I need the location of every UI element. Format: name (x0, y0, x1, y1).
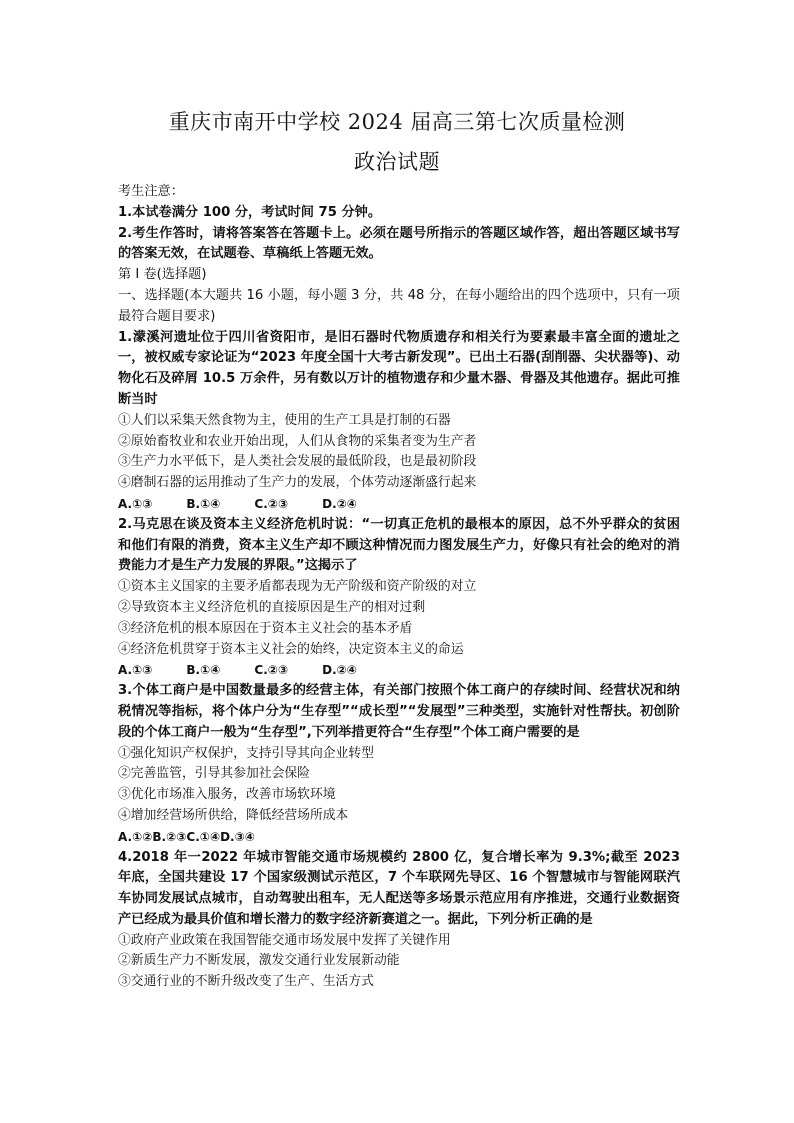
question-stem: 2018 年一2022 年城市智能交通市场规模约 2800 亿，复合增长率为 9.3%;截至 2023 年底，全国共建设 17 个国家级测试示范区，7 个车联网先导区、16 个智慧城市与智能网联汽车协同发展试点城市，自动驾驶出租车，无人配送等多场景示范应用有序推进，交通行业数据资产已经成为最具价值和增长潜力的数字经济新赛道之一。据此，下列分析正确的是 (118, 849, 680, 927)
answer-a: A.①③ (118, 496, 153, 511)
question-2 (118, 515, 680, 681)
option-1: ①人们以采集天然食物为主，使用的生产工具是打制的石器 (118, 412, 451, 428)
exam-subtitle: 政治试题 (354, 150, 440, 174)
notice-heading: 考生注意： (118, 184, 184, 199)
notice-item-1: 1.本试卷满分 100 分，考试时间 75 分钟。 (118, 204, 382, 220)
section-instruction: 一、选择题(本大题共 16 小题，每小题 3 分，共 48 分，在每小题给出的四个选项中，只有一项最符合题目要求) (118, 287, 680, 324)
exam-content (118, 182, 680, 993)
option-2: ②完善监管，引导其参加社会保险 (118, 766, 310, 782)
question-stem: 个体工商户是中国数量最多的经营主体，有关部门按照个体工商户的存续时间、经营状况和纳税情况等指标，将个体户分为“生存型”“成长型”“发展型”三种类型，实施针对性帮扶。初创阶段的个体工商户一般为“生存型”,下列举措更符合“生存型”个体工商户需要的是 (118, 683, 680, 740)
option-3: ③交通行业的不断升级改变了生产、生活方式 (118, 974, 374, 990)
volume-heading: 第 I 卷(选择题) (118, 267, 207, 283)
question-number: 4. (118, 849, 133, 865)
question-stem: 马克思在谈及资本主义经济危机时说：“一切真正危机的最根本的原因，总不外乎群众的贫困和他们有限的消费，资本主义生产却不顾这种情况而力图发展生产力，好像只有社会的绝对的消费能力才是生产力发展的界限。”这揭示了 (118, 516, 680, 574)
question-4 (118, 848, 680, 994)
option-1: ①政府产业政策在我国智能交通市场发展中发挥了关键作用 (118, 932, 451, 948)
answer-d: D.②④ (322, 663, 357, 678)
answer-d: D.②④ (322, 496, 357, 511)
option-3: ③生产力水平低下，是人类社会发展的最低阶段，也是最初阶段 (118, 454, 477, 470)
option-4: ④经济危机贯穿于资本主义社会的始终，决定资本主义的命运 (118, 641, 464, 657)
answer-choices (118, 660, 680, 681)
option-4: ④增加经营场所供给，降低经营场所成本 (118, 807, 349, 823)
option-3: ③优化市场准入服务，改善市场软环境 (118, 787, 336, 803)
question-number: 1. (118, 329, 133, 345)
option-1: ①资本主义国家的主要矛盾都表现为无产阶级和资产阶级的对立 (118, 579, 477, 595)
question-number: 2. (118, 516, 133, 532)
answer-a: A.①③ (118, 663, 153, 678)
answer-b: B.①④ (186, 496, 221, 511)
option-1: ①强化知识产权保护，支持引导其向企业转型 (118, 745, 374, 761)
answer-c: C.②③ (254, 496, 289, 511)
answer-c: C.②③ (254, 663, 289, 678)
notice-item-2: 2.考生作答时，请将答案答在答题卡上。必须在题号所指示的答题区域作答，超出答题区域书写的答案无效，在试题卷、草稿纸上答题无效。 (118, 225, 680, 262)
answer-choices: A.①②B.②③C.①④D.③④ (118, 829, 255, 844)
question-1 (118, 328, 680, 515)
option-2: ②原始畜牧业和农业开始出现，人们从食物的采集者变为生产者 (118, 433, 477, 449)
question-number: 3. (118, 683, 133, 699)
exam-title: 重庆市南开中学校 2024 届高三第七次质量检测 (168, 110, 626, 134)
question-3 (118, 681, 680, 847)
answer-b: B.①④ (186, 663, 221, 678)
question-stem: 濛溪河遗址位于四川省资阳市，是旧石器时代物质遗存和相关行为要素最丰富全面的遗址之一，被权威专家论证为“2023 年度全国十大考古新发现”。已出土石器(刮削器、尖状器等)、动物化石及碎屑 10.5 万余件，另有数以万计的植物遗存和少量木器、骨器及其他遗存。据此可推断当时 (118, 329, 680, 407)
option-4: ④磨制石器的运用推动了生产力的发展，个体劳动逐渐盛行起来 (118, 475, 477, 491)
answer-choices (118, 494, 680, 515)
option-2: ②导致资本主义经济危机的直接原因是生产的相对过剩 (118, 599, 426, 615)
option-3: ③经济危机的根本原因在于资本主义社会的基本矛盾 (118, 620, 413, 636)
option-2: ②新质生产力不断发展，激发交通行业发展新动能 (118, 953, 400, 969)
